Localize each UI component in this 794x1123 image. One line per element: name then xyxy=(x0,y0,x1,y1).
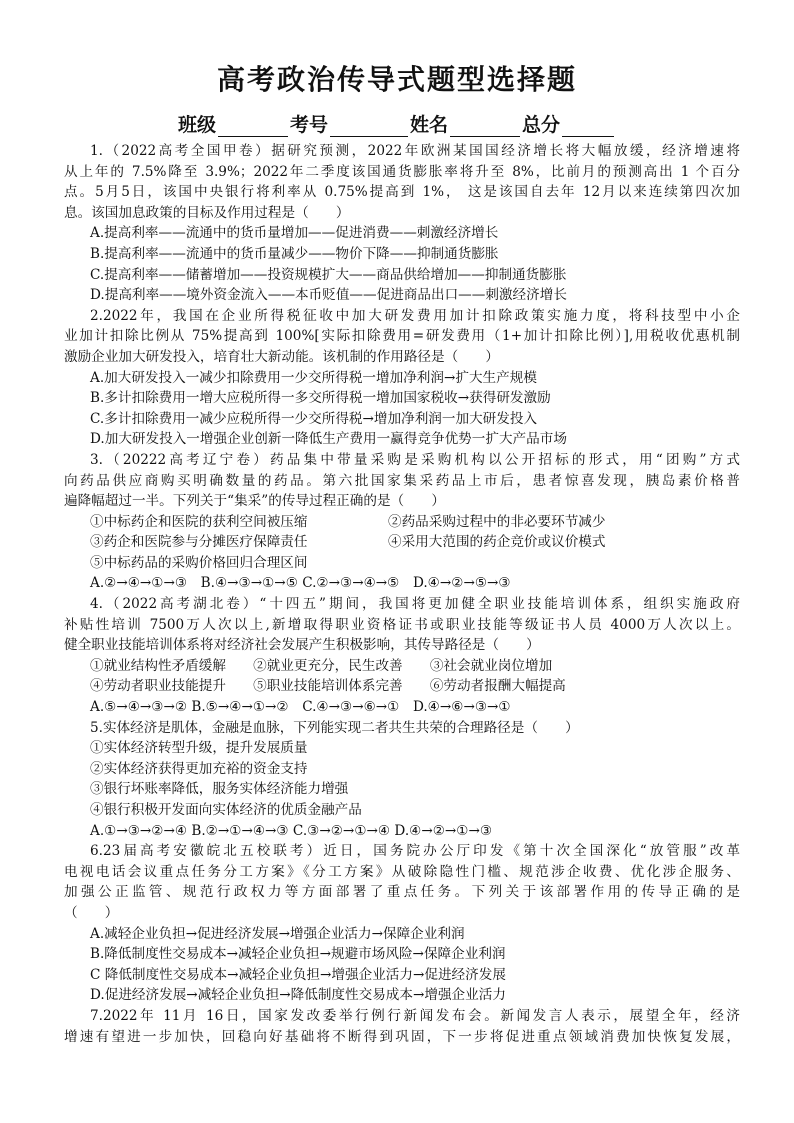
question-stem-line: 向药品供应商购买明确数量的药品。第六批国家集采药品上市后，患者惊喜发现，胰岛素价格普 xyxy=(64,472,740,489)
question-stem-line: 3.（20222高考辽宁卷）药品集中带量采购是采购机构以公开招标的形式，用“团购”方式 xyxy=(90,451,740,468)
exam-no-blank[interactable] xyxy=(330,116,408,137)
question-stem-line: 1.（2022高考全国甲卷）据研究预测，2022年欧洲某国国经济增长将大幅放缓，经济增速将 xyxy=(90,143,740,159)
name-label: 姓名 xyxy=(410,114,449,136)
answer-options[interactable]: A.⑤→④→③→② B.⑤→④→①→② C.④→③→⑥→① D.④→⑥→③→① xyxy=(90,699,511,716)
page-title: 高考政治传导式题型选择题 xyxy=(216,63,577,96)
class-blank[interactable] xyxy=(218,116,288,137)
question-1 xyxy=(64,141,740,306)
question-stem-line: 息。该国加息政策的目标及作用过程是（ ） xyxy=(64,204,350,221)
question-stem-line: 从上年的 7.5%降至 3.9%；2022年二季度该国通货膨胀率将升至 8%，比前月的预测高出 1 个百分 xyxy=(64,163,740,180)
option-d[interactable]: D.提高利率——境外资金流入——本币贬值——促进商品出口——刺激经济增长 xyxy=(90,287,567,304)
question-stem-line: 健全职业技能培训体系将对经济社会发展产生积极影响，其传导路径是（ ） xyxy=(64,637,540,654)
statement-row xyxy=(64,532,740,553)
question-stem-line: 遍降幅超过一半。下列关于“集采”的传导过程正确的是（ ） xyxy=(64,493,445,510)
question-stem-line: 加强公正监管、规范行政权力等方面部署了重点任务。下列关于该部署作用的传导正确的是 xyxy=(64,884,740,901)
statement-item: ④银行积极开发面向实体经济的优质金融产品 xyxy=(90,802,362,818)
option-c[interactable]: C 降低制度性交易成本→减轻企业负担→增强企业活力→促进经济发展 xyxy=(90,966,506,983)
statement-item: ⑤中标药品的采购价格回归合理区间 xyxy=(90,554,308,571)
statement-item: ①实体经济转型升级，提升发展质量 xyxy=(90,740,308,757)
questions xyxy=(64,141,740,1047)
question-stem-line: 2.2022年，我国在企业所得税征收中加大研发费用加计扣除政策实施力度，将科技型中小企 xyxy=(90,307,740,324)
statement-row xyxy=(64,512,740,533)
question-3 xyxy=(64,450,740,594)
question-stem-line: 业加计扣除比例从 75%提高到 100%[实际扣除费用=研发费用（1+加计扣除比例）],用税收优惠机制 xyxy=(64,328,740,345)
question-stem-line: 7.2022年 11月 16日，国家发改委举行例行新闻发布会。新闻发言人表示，展望全年，经济 xyxy=(90,1007,740,1024)
option-a[interactable]: A.提高利率——流通中的货币量增加——促进消费——刺激经济增长 xyxy=(90,225,499,242)
option-c[interactable]: C.多计扣除费用一减少应税所得一少交所得税→增加净利润一加大研发投入 xyxy=(90,410,538,427)
question-stem-line: （ ） xyxy=(64,904,119,921)
score-blank[interactable] xyxy=(562,116,614,137)
option-c[interactable]: C.提高利率——储蓄增加——投资规模扩大——商品供给增加——抑制通货膨胀 xyxy=(90,266,567,283)
question-2 xyxy=(64,306,740,450)
question-stem-line: 4.（2022高考湖北卷）“十四五”期间，我国将更加健全职业技能培训体系，组织实施政府 xyxy=(90,596,740,613)
statement-item: ③药企和医院参与分摊医疗保障责任 xyxy=(90,534,308,551)
option-a[interactable]: A.加大研发投入一减少扣除费用一少交所得税一增加净利润→扩大生产规模 xyxy=(90,369,537,386)
name-blank[interactable] xyxy=(450,116,520,137)
statement-item: ③银行坏账率降低，服务实体经济能力增强 xyxy=(90,781,349,798)
score-label: 总分 xyxy=(522,114,561,136)
question-stem-line: 补贴性培训 7500万人次以上,新增取得职业资格证书或职业技能等级证书人员 4000万人次以上。 xyxy=(64,616,740,633)
option-a[interactable]: A.减轻企业负担→促进经济发展→增强企业活力→保障企业利润 xyxy=(90,925,465,942)
option-d[interactable]: D.加大研发投入一增强企业创新一降低生产费用一赢得竞争优势一扩大产品市场 xyxy=(90,431,567,448)
question-5 xyxy=(64,718,740,842)
option-b[interactable]: B.多计扣除费用一增大应税所得一多交所得税一增加国家税收→获得研发激励 xyxy=(90,390,551,407)
statement-item: ④采用大范围的药企竞价或议价模式 xyxy=(388,534,606,551)
class-label: 班级 xyxy=(177,114,216,136)
exam-no-label: 考号 xyxy=(289,114,328,136)
question-stem-line: 增速有望进一步加快，回稳向好基础将不断得到巩固，下一步将促进重点领域消费加快恢复发展， xyxy=(64,1028,740,1045)
student-info-row xyxy=(0,110,794,137)
question-stem-line: 6.23届高考安徽皖北五校联考）近日，国务院办公厅印发《第十次全国深化“放管服”改革 xyxy=(90,843,740,860)
option-b[interactable]: B.提高利率——流通中的货币量减少——物价下降——抑制通货膨胀 xyxy=(90,245,499,262)
statement-row xyxy=(64,553,740,574)
statement-item: ②实体经济获得更加充裕的资金支持 xyxy=(90,760,308,777)
statement-item: ②药品采购过程中的非必要环节减少 xyxy=(388,513,606,530)
question-6 xyxy=(64,841,740,1006)
statement-row: ④劳动者职业技能提升 ⑤职业技能培训体系完善 ⑥劳动者报酬大幅提高 xyxy=(90,678,566,695)
option-b[interactable]: B.降低制度性交易成本→减轻企业负担→规避市场风险→保障企业利润 xyxy=(90,946,506,963)
question-7 xyxy=(64,1006,740,1047)
statement-row: ①就业结构性矛盾缓解 ②就业更充分，民生改善 ③社会就业岗位增加 xyxy=(90,657,553,674)
answer-options[interactable]: A.②→④→①→③ B.④→③→①→⑤ C.②→③→④→⑤ D.④→②→⑤→③ xyxy=(90,575,511,592)
answer-options[interactable]: A.①→③→②→④ B.②→①→④→③ C.③→②→①→④ D.④→②→①→③ xyxy=(90,822,493,839)
question-stem-line: 5.实体经济是肌体，金融是血脉，下列能实现二者共生共荣的合理路径是（ ） xyxy=(90,719,579,736)
question-stem-line: 电视电话会议重点任务分工方案》《分工方案》从破除隐性门槛、规范涉企收费、优化涉企服务、 xyxy=(64,863,740,880)
question-4 xyxy=(64,594,740,718)
question-stem-line: 激励企业加大研发投入，培育壮大新动能。该机制的作用路径是（ ） xyxy=(64,348,499,365)
statement-item: ①中标药企和医院的获利空间被压缩 xyxy=(90,513,308,530)
option-d[interactable]: D.促进经济发展→减轻企业负担→降低制度性交易成本→增强企业活力 xyxy=(90,987,506,1004)
question-stem-line: 点。5月5日，该国中央银行将利率从 0.75%提高到 1%， 这是该国自去年 12月以来连续第四次加 xyxy=(64,184,740,201)
